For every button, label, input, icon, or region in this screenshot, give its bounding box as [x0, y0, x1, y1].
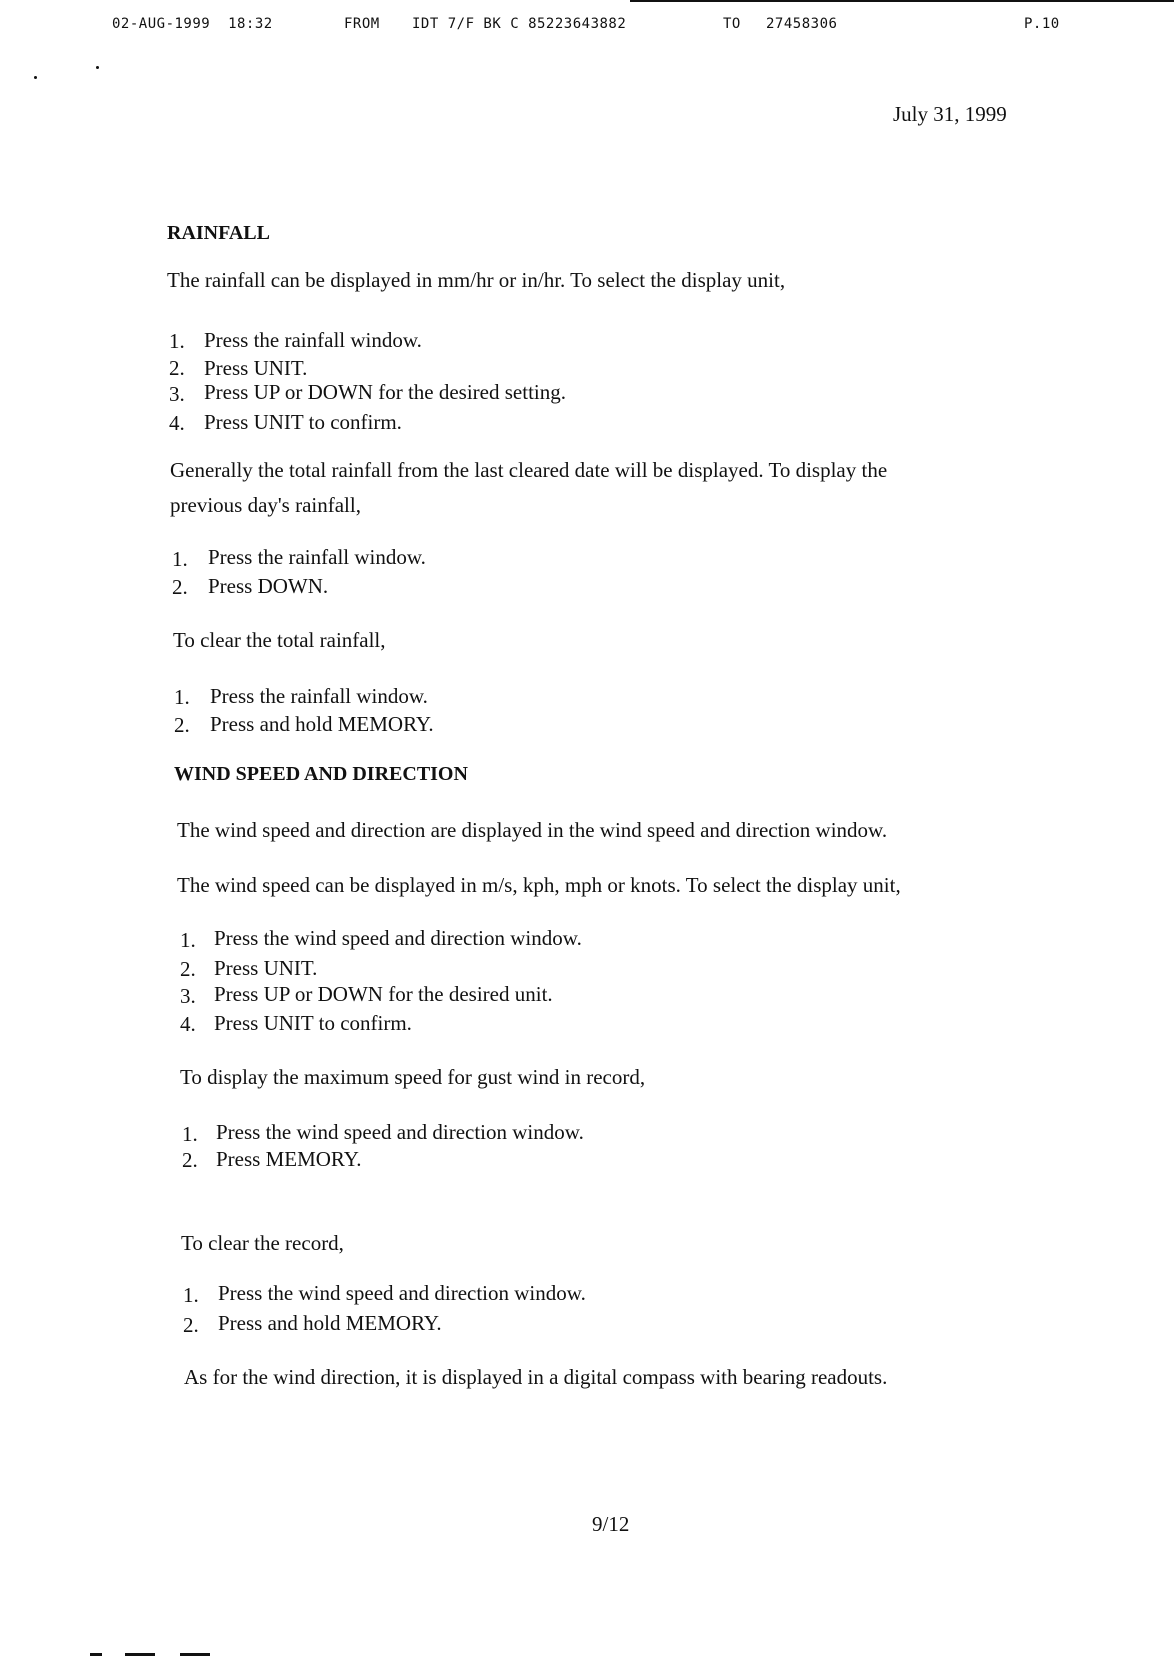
list-item: Press DOWN. — [208, 574, 329, 598]
step-number: 2. — [172, 575, 188, 599]
step-number: 4. — [180, 1012, 196, 1036]
rainfall-intro: The rainfall can be displayed in mm/hr or in/hr. To select the display unit, — [167, 268, 786, 292]
step-number: 4. — [169, 411, 185, 435]
step-number: 2. — [183, 1313, 199, 1337]
wind-unit-intro: The wind speed can be displayed in m/s, kph, mph or knots. To select the display unit, — [177, 873, 901, 897]
step-number: 2. — [174, 713, 190, 737]
rainfall-clear-intro: To clear the total rainfall, — [173, 628, 386, 652]
step-number: 2. — [169, 356, 185, 380]
fax-top-edge-line — [630, 0, 1174, 2]
wind-heading: WIND SPEED AND DIRECTION — [174, 763, 468, 785]
list-item: Press and hold MEMORY. — [218, 1311, 442, 1335]
fax-page: P.10 — [1024, 16, 1060, 32]
fax-speck — [34, 76, 37, 79]
step-number: 1. — [172, 547, 188, 571]
list-item: Press and hold MEMORY. — [210, 712, 434, 736]
fax-from: IDT 7/F BK C 85223643882 — [412, 16, 627, 32]
step-number: 1. — [180, 928, 196, 952]
step-number: 1. — [169, 329, 185, 353]
list-item: Press the wind speed and direction window. — [214, 926, 582, 950]
list-item: Press UNIT. — [214, 956, 318, 980]
step-number: 3. — [169, 382, 185, 406]
fax-speck — [96, 66, 99, 69]
wind-clear-intro: To clear the record, — [181, 1231, 344, 1255]
wind-gust-intro: To display the maximum speed for gust wind in record, — [180, 1065, 646, 1089]
rainfall-heading: RAINFALL — [167, 222, 270, 244]
list-item: Press the rainfall window. — [210, 684, 428, 708]
list-item: Press the wind speed and direction window. — [216, 1120, 584, 1144]
list-item: Press UNIT. — [204, 356, 308, 380]
list-item: Press the rainfall window. — [208, 545, 426, 569]
page-number: 9/12 — [592, 1512, 630, 1536]
rainfall-previous-text-cont: previous day's rainfall, — [170, 493, 361, 517]
document-date: July 31, 1999 — [893, 102, 1007, 126]
step-number: 1. — [182, 1122, 198, 1146]
list-item: Press MEMORY. — [216, 1147, 362, 1171]
step-number: 1. — [183, 1283, 199, 1307]
fax-from-label: FROM — [344, 16, 380, 32]
fax-to: 27458306 — [766, 16, 838, 32]
fax-datetime: 02-AUG-1999 18:32 — [112, 16, 273, 32]
list-item: Press UNIT to confirm. — [204, 410, 402, 434]
list-item: Press UP or DOWN for the desired setting. — [204, 380, 566, 404]
step-number: 3. — [180, 984, 196, 1008]
rainfall-previous-text: Generally the total rainfall from the last cleared date will be displayed. To display the — [170, 458, 888, 482]
step-number: 1. — [174, 685, 190, 709]
wind-direction-note: As for the wind direction, it is displayed in a digital compass with bearing readouts. — [184, 1365, 888, 1389]
step-number: 2. — [182, 1148, 198, 1172]
list-item: Press the rainfall window. — [204, 328, 422, 352]
list-item: Press UP or DOWN for the desired unit. — [214, 982, 553, 1006]
list-item: Press the wind speed and direction window. — [218, 1281, 586, 1305]
list-item: Press UNIT to confirm. — [214, 1011, 412, 1035]
fax-to-label: TO — [723, 16, 741, 32]
step-number: 2. — [180, 957, 196, 981]
wind-intro: The wind speed and direction are displayed in the wind speed and direction window. — [177, 818, 888, 842]
